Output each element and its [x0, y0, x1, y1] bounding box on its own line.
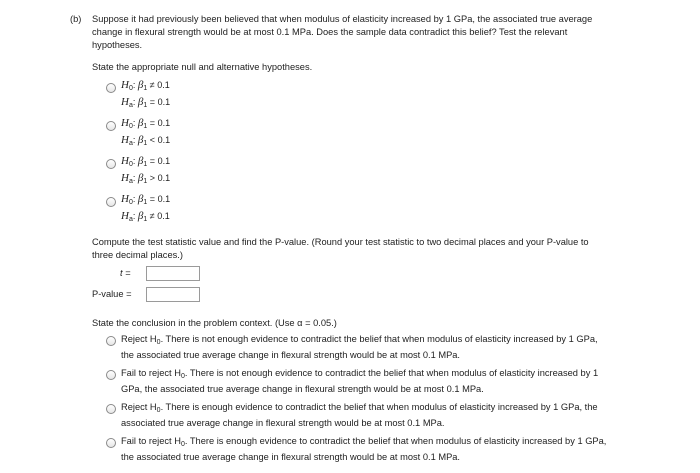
compute-prompt-line-1: Compute the test statistic value and find the P-value. (Round your test statistic to two decimal places and your P-value to — [92, 237, 589, 247]
hypotheses-prompt: State the appropriate null and alternative hypotheses. — [92, 62, 313, 72]
compute-prompt-line-2: three decimal places.) — [92, 250, 183, 260]
conclusion-radio-1[interactable] — [106, 336, 116, 346]
conclusion-radio-2[interactable] — [106, 370, 116, 380]
t-label: t = — [120, 268, 131, 278]
p-value-label: P-value = — [92, 289, 132, 299]
conclusion-radio-4[interactable] — [106, 438, 116, 448]
ha-line-4: $H_a$: $\beta_1 \ne 0.1$ — [121, 210, 170, 223]
conclusion-1-line-2: the associated true average change in flexural strength would be at most 0.1 MPa. — [121, 350, 461, 360]
conclusion-4-line-1: Fail to reject $H_0$. There is enough evidence to contradict the belief that when modulus of elasticity increased by 1 GPa, — [121, 436, 607, 448]
t-statistic-input[interactable] — [146, 266, 200, 281]
conclusion-1-line-1: Reject $H_0$. There is not enough evidence to contradict the belief that when modulus of elasticity increased by 1 GPa, — [121, 334, 598, 346]
ha-line-2: $H_a$: $\beta_1 < 0.1$ — [121, 134, 171, 147]
conclusion-3-line-1: Reject $H_0$. There is enough evidence to contradict the belief that when modulus of elasticity increased by 1 GPa, the — [121, 402, 598, 414]
conclusion-4-line-2: the associated true average change in flexural strength would be at most 0.1 MPa. — [121, 452, 461, 462]
h0-line-2: $H_0$: $\beta_1 = 0.1$ — [121, 117, 171, 130]
question-line-1: Suppose it had previously been believed that when modulus of elasticity increased by 1 GPa, the associated true average — [92, 14, 593, 24]
h0-line-3: $H_0$: $\beta_1 = 0.1$ — [121, 155, 171, 168]
hypothesis-radio-4[interactable] — [106, 197, 116, 207]
ha-line-1: $H_a$: $\beta_1 = 0.1$ — [121, 96, 171, 109]
h0-line-1: $H_0$: $\beta_1 \ne 0.1$ — [121, 79, 170, 92]
conclusion-prompt: State the conclusion in the problem context. (Use α = 0.05.) — [92, 318, 337, 328]
conclusion-2-line-1: Fail to reject $H_0$. There is not enough evidence to contradict the belief that when modulus of elasticity increased by 1 — [121, 368, 599, 380]
conclusion-radio-3[interactable] — [106, 404, 116, 414]
part-label: (b) — [70, 14, 82, 24]
p-value-input[interactable] — [146, 287, 200, 302]
conclusion-2-line-2: GPa, the associated true average change in flexural strength would be at most 0.1 MPa. — [121, 384, 484, 394]
ha-line-3: $H_a$: $\beta_1 > 0.1$ — [121, 172, 171, 185]
question-line-3: hypotheses. — [92, 40, 143, 50]
conclusion-3-line-2: associated true average change in flexural strength would be at most 0.1 MPa. — [121, 418, 445, 428]
hypothesis-radio-1[interactable] — [106, 83, 116, 93]
question-line-2: change in flexural strength would be at most 0.1 MPa. Does the sample data contradict this belief? Test the relevant — [92, 27, 568, 37]
h0-line-4: $H_0$: $\beta_1 = 0.1$ — [121, 193, 171, 206]
hypothesis-radio-3[interactable] — [106, 159, 116, 169]
hypothesis-radio-2[interactable] — [106, 121, 116, 131]
